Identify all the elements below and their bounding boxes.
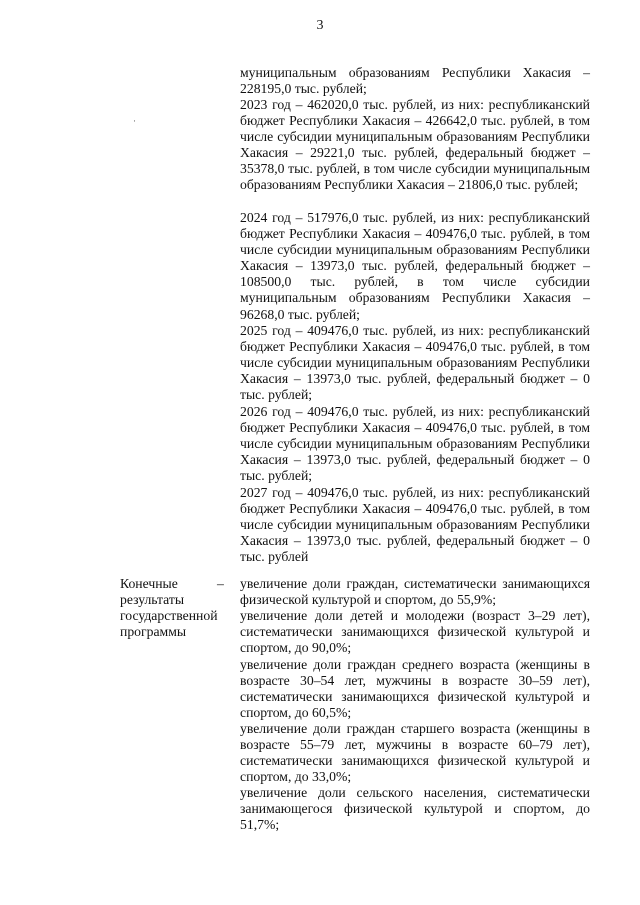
page-number: 3 <box>316 18 324 33</box>
funding-paragraph: муниципальным образованиям Республики Хакасия – 228195,0 тыс. рублей; <box>240 65 590 97</box>
funding-year-2025: 2025 год – 409476,0 тыс. рублей, из них: республиканский бюджет Республики Хакасия – 409476,0 тыс. рублей, в том числе субсидии муниципальным образованиям Республики Хакасия – 13973,0 тыс. рублей, федеральный бюджет – 0 тыс. рублей; <box>240 323 590 403</box>
funding-year-2023: 2023 год – 462020,0 тыс. рублей, из них: республиканский бюджет Республики Хакасия – 426642,0 тыс. рублей, в том числе субсидии муниципальным образованиям Республики Хакасия – 29221,0 тыс. рублей, федеральный бюджет – 35378,0 тыс. рублей, в том числе субсидии муниципальным образованиям Республики Хакасия – 21806,0 тыс. рублей; <box>240 97 590 193</box>
result-item-children-youth: увеличение доли детей и молодежи (возраст 3–29 лет), систематически занимающихся физической культурой и спортом, до 90,0%; <box>240 608 590 656</box>
results-section-dash: – <box>217 576 224 591</box>
result-item-sport-share: увеличение доли граждан, систематически занимающихся физической культурой и спортом, до 55,9%; <box>240 576 590 608</box>
stray-dot-mark: · <box>133 116 136 126</box>
funding-year-2026: 2026 год – 409476,0 тыс. рублей, из них: республиканский бюджет Республики Хакасия – 409476,0 тыс. рублей, в том числе субсидии муниципальным образованиям Республики Хакасия – 13973,0 тыс. рублей, федеральный бюджет – 0 тыс. рублей; <box>240 404 590 484</box>
result-item-rural: увеличение доли сельского населения, систематически занимающегося физической культурой и спортом, до 51,7%; <box>240 785 590 833</box>
funding-year-2024: 2024 год – 517976,0 тыс. рублей, из них: республиканский бюджет Республики Хакасия – 409476,0 тыс. рублей, в том числе субсидии муниципальным образованиям Республики Хакасия – 13973,0 тыс. рублей, федеральный бюджет – 108500,0 тыс. рублей, в том числе субсидии муниципальным образованиям Республики Хакасия – 96268,0 тыс. рублей; <box>240 210 590 322</box>
result-item-middle-age: увеличение доли граждан среднего возраста (женщины в возрасте 30–54 лет, мужчины в возрасте 30–59 лет), систематически занимающихся физической культурой и спортом, до 60,5%; <box>240 657 590 721</box>
result-item-older-age: увеличение доли граждан старшего возраста (женщины в возрасте 55–79 лет, мужчины в возрасте 60–79 лет), систематически занимающихся физической культурой и спортом, до 33,0%; <box>240 721 590 785</box>
results-section-label: Конечные результаты государственной программы <box>120 576 218 640</box>
funding-year-2027: 2027 год – 409476,0 тыс. рублей, из них: республиканский бюджет Республики Хакасия – 409476,0 тыс. рублей, в том числе субсидии муниципальным образованиям Республики Хакасия – 13973,0 тыс. рублей, федеральный бюджет – 0 тыс. рублей <box>240 485 590 565</box>
